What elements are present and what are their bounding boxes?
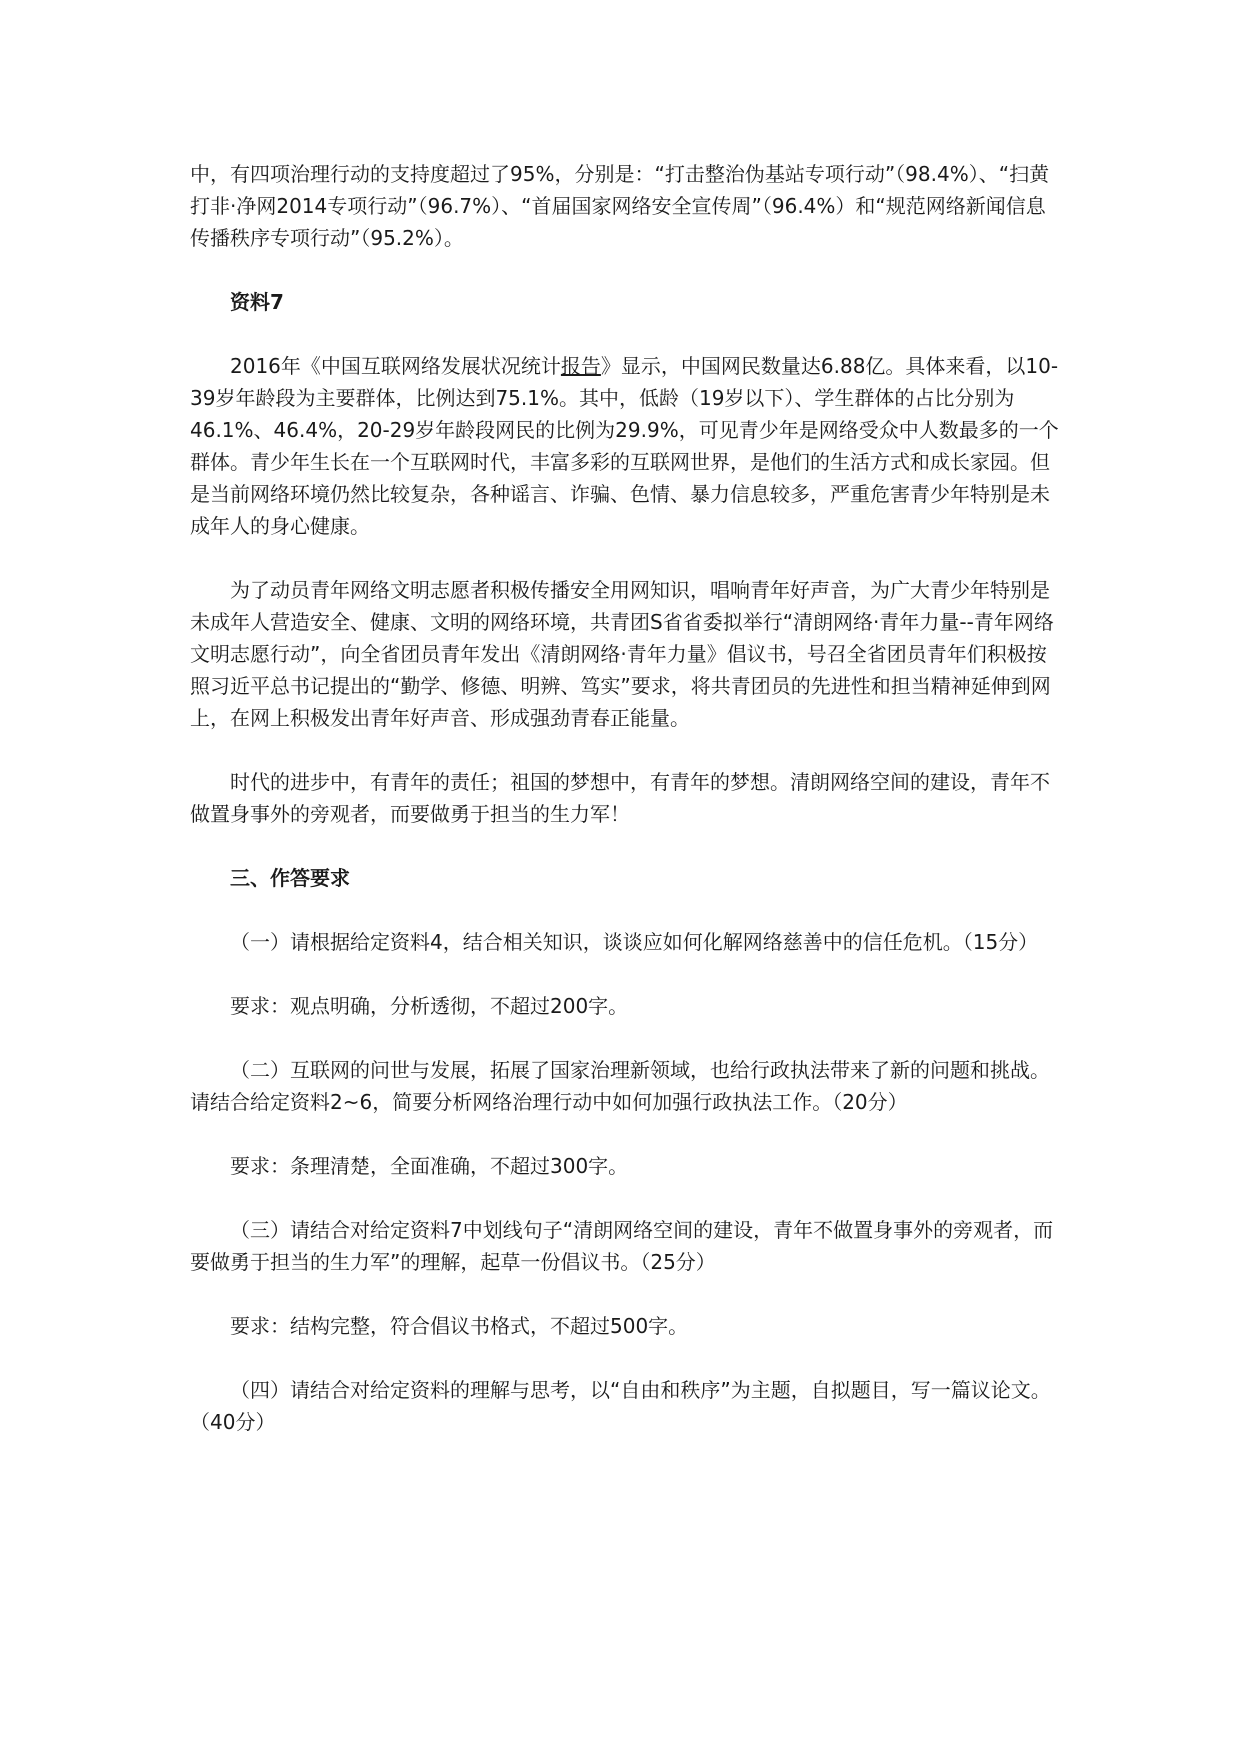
question-2-requirement: 要求：条理清楚，全面准确，不超过300字。 — [230, 1154, 629, 1178]
question-1-requirement: 要求：观点明确，分析透彻，不超过200字。 — [230, 994, 629, 1018]
section-3-heading: 三、作答要求 — [230, 866, 350, 890]
question-4: （四）请结合对给定资料的理解与思考，以“自由和秩序”为主题，自拟题目，写一篇议论文。（40分） — [190, 1378, 1051, 1434]
document-page — [190, 158, 1060, 1470]
continuation-paragraph: 中，有四项治理行动的支持度超过了95%，分别是：“打击整治伪基站专项行动”（98.4%）、“扫黄打非·净网2014专项行动”（96.7%）、“首届国家网络安全宣传周”（96.4%）和“规范网络新闻信息传播秩序专项行动”（95.2%）。 — [190, 162, 1050, 250]
report-link[interactable]: 报告 — [560, 354, 601, 378]
material-7-paragraph-3: 时代的进步中，有青年的责任；祖国的梦想中，有青年的梦想。清朗网络空间的建设，青年不做置身事外的旁观者，而要做勇于担当的生力军！ — [190, 770, 1050, 826]
material-7-heading: 资料7 — [230, 290, 284, 314]
question-1: （一）请根据给定资料4，结合相关知识，谈谈应如何化解网络慈善中的信任危机。（15分） — [230, 930, 1039, 954]
question-2: （二）互联网的问世与发展，拓展了国家治理新领域，也给行政执法带来了新的问题和挑战。请结合给定资料2~6，简要分析网络治理行动中如何加强行政执法工作。（20分） — [190, 1058, 1050, 1114]
material-7-paragraph-1 — [190, 350, 1060, 542]
question-3-requirement: 要求：结构完整，符合倡议书格式，不超过500字。 — [230, 1314, 689, 1338]
paragraph-text: 》显示，中国网民数量达6.88亿。具体来看，以10-39岁年龄段为主要群体，比例达到75.1%。其中，低龄（19岁以下）、学生群体的占比分别为46.1%、46.4%，20-29岁年龄段网民的比例为29.9%，可见青少年是网络受众中人数最多的一个群体。青少年生长在一个互联网时代，丰富多彩的互联网世界，是他们的生活方式和成长家园。但是当前网络环境仍然比较复杂，各种谣言、诈骗、色情、暴力信息较多，严重危害青少年特别是未成年人的身心健康。 — [190, 354, 1059, 538]
question-3: （三）请结合对给定资料7中划线句子“清朗网络空间的建设，青年不做置身事外的旁观者，而要做勇于担当的生力军”的理解，起草一份倡议书。（25分） — [190, 1218, 1054, 1274]
material-7-paragraph-2: 为了动员青年网络文明志愿者积极传播安全用网知识，唱响青年好声音，为广大青少年特别是未成年人营造安全、健康、文明的网络环境，共青团S省省委拟举行“清朗网络·青年力量--青年网络文明志愿行动”，向全省团员青年发出《清朗网络·青年力量》倡议书，号召全省团员青年们积极按照习近平总书记提出的“勤学、修德、明辨、笃实”要求，将共青团员的先进性和担当精神延伸到网上，在网上积极发出青年好声音、形成强劲青春正能量。 — [190, 578, 1054, 730]
paragraph-text: 2016年《中国互联网络发展状况统计 — [230, 354, 561, 378]
